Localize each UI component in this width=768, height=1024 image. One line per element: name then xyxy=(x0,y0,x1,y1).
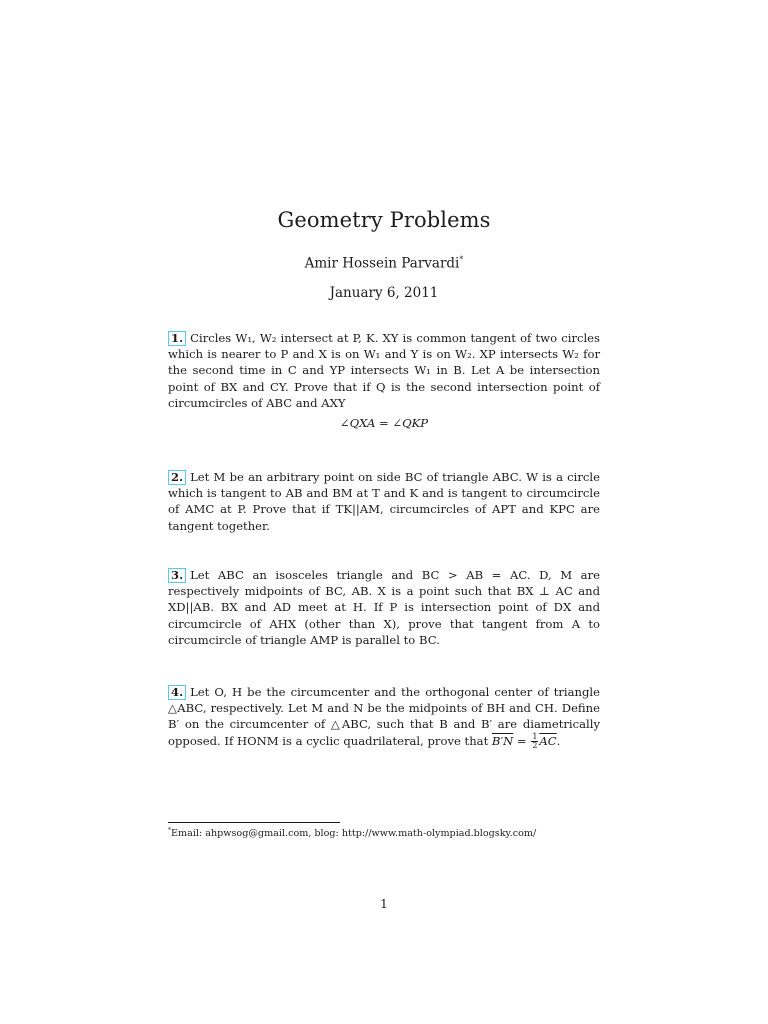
formula-rhs: $\overline{AC}$ xyxy=(539,733,557,748)
problem-1 xyxy=(168,330,600,431)
formula-equals: = xyxy=(516,733,527,748)
title-text: Geometry Problems xyxy=(277,208,491,232)
problem-3-text: Let ABC an isosceles triangle and BC > AB = AC. D, M are respectively midpoints of BC, AB. X is a point such that BX ⊥ AC and XD||AB. BX and AD meet at H. If P is intersection point of DX and circumcircle of AHX (other than X), prove that tangent from A to circumcircle of triangle AMP is parallel to BC. xyxy=(168,568,600,647)
formula-fraction xyxy=(531,733,538,750)
footnote-divider xyxy=(168,822,340,823)
problem-2 xyxy=(168,469,600,534)
problem-4-number-link[interactable]: 4. xyxy=(168,685,186,700)
problem-3 xyxy=(168,567,600,648)
formula-lhs: B′N xyxy=(491,733,514,748)
author-line xyxy=(0,250,768,274)
problem-2-number-link[interactable]: 2. xyxy=(168,470,186,485)
problem-1-display-equation: ∠QXA = ∠QKP xyxy=(339,416,429,431)
document-date xyxy=(0,283,768,303)
problem-2-text: Let M be an arbitrary point on side BC of triangle ABC. W is a circle which is tangent to AB and BM at T and K and is tangent to circumcircle of AMC at P. Prove that if TK||AM, circumcircles of APT and KPC are tangent together. xyxy=(168,470,600,533)
page-number-text: 1 xyxy=(380,897,388,911)
footnote xyxy=(168,824,600,841)
problem-4-text: Let O, H be the circumcenter and the orthogonal center of triangle △ABC, respectively. Let M and N be the midpoints of BH and CH. Define B′ on the circumcenter of △ABC, such that B and B′ are diametrically opposed. If HONM is a cyclic quadrilateral, prove that xyxy=(168,685,600,748)
problem-4 xyxy=(168,684,600,750)
fraction-numerator: 1 xyxy=(532,732,538,742)
problem-1-text: Circles W₁, W₂ intersect at P, K. XY is common tangent of two circles which is nearer to P and X is on W₁ and Y is on W₂. XP intersects W₂ for the second time in C and YP intersects W₁ in B. Let A be intersection point of BX and CY. Prove that if Q is the second intersection point of circumcircles of ABC and AXY xyxy=(168,331,600,410)
author-name: Amir Hossein Parvardi xyxy=(304,255,460,272)
page-number xyxy=(0,896,768,912)
problem-3-number-link[interactable]: 3. xyxy=(168,568,186,583)
date-text: January 6, 2011 xyxy=(329,285,439,301)
footnote-text: Email: ahpwsog@gmail.com, blog: http://www.math-olympiad.blogsky.com/ xyxy=(171,828,537,840)
author-footnote-mark[interactable]: * xyxy=(459,255,464,264)
formula-period: . xyxy=(556,733,561,748)
document-title xyxy=(0,206,768,234)
problem-1-number-link[interactable]: 1. xyxy=(168,331,186,346)
fraction-denominator: 2 xyxy=(532,741,538,751)
footnote-mark: * xyxy=(168,827,171,834)
